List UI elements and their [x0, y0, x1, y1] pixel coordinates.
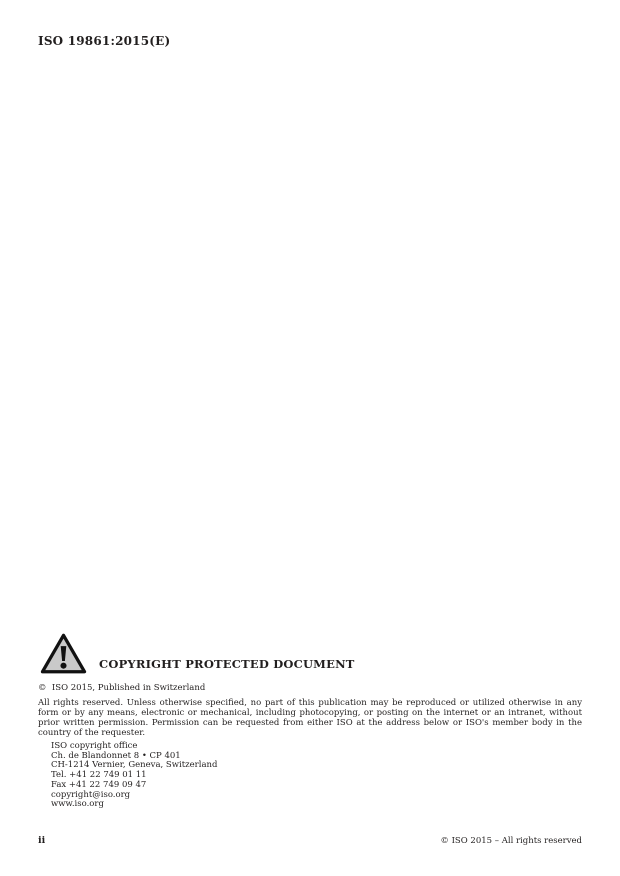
- copyright-title: COPYRIGHT PROTECTED DOCUMENT: [99, 657, 355, 671]
- rights-paragraph: All rights reserved. Unless otherwise specified, no part of this publication may be reproduced or utilized otherwise in any form or by any means, electronic or mechanical, including photocopying, or posting on the internet or an intranet, without prior written permission. Permission can be requested from either ISO at the address below or ISO's member body in the country of the requester.: [38, 698, 582, 738]
- address-line-email: copyright@iso.org: [51, 789, 131, 800]
- address-line-website: www.iso.org: [51, 799, 104, 810]
- page-footer: [38, 835, 582, 846]
- page-number: ii: [38, 835, 46, 846]
- address-line: Fax +41 22 749 09 47: [51, 779, 147, 790]
- address-line: Tel. +41 22 749 01 11: [51, 770, 147, 781]
- doc-reference: ISO 19861:2015(E): [38, 34, 171, 48]
- address-line: Ch. de Blandonnet 8 • CP 401: [51, 750, 181, 761]
- copyright-title-row: [38, 633, 582, 675]
- footer-copyright-notice: © ISO 2015 – All rights reserved: [440, 836, 582, 846]
- published-line: © ISO 2015, Published in Switzerland: [38, 683, 206, 693]
- address-line: CH-1214 Vernier, Geneva, Switzerland: [51, 760, 218, 771]
- warning-triangle-icon: [40, 633, 87, 675]
- address-line: ISO copyright office: [51, 741, 138, 751]
- copyright-section: [38, 633, 582, 810]
- address-block: [51, 742, 582, 810]
